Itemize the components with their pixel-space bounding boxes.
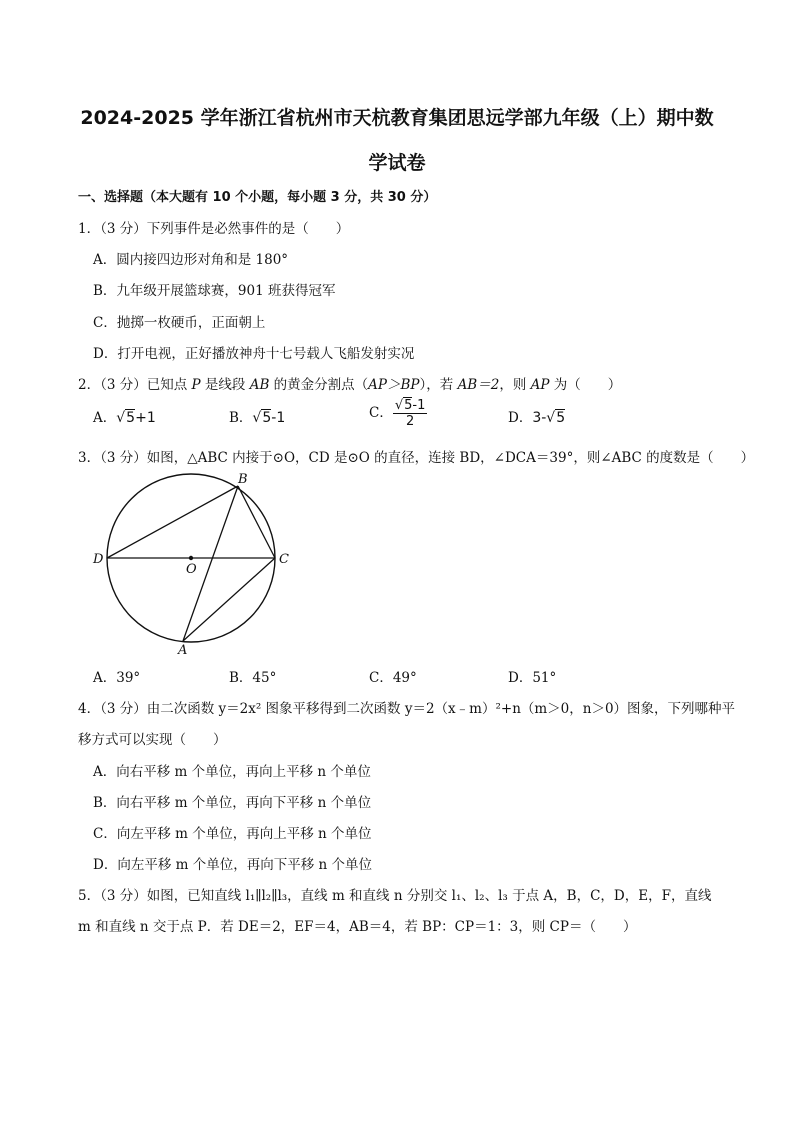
q5-stem-line-1: 5．（3 分）如图，已知直线 l₁∥l₂∥l₃，直线 m 和直线 n 分别交 l₁、l₂、l₃ 于点 A，B，C，D，E，F，直线: [78, 888, 712, 904]
q3-option-a: A．39°: [93, 670, 141, 686]
q1-stem: 1．（3 分）下列事件是必然事件的是（ ）: [78, 221, 350, 237]
q2-option-a: A．√5+1: [93, 410, 156, 426]
label-a: A: [178, 643, 188, 658]
segment-bc: [238, 486, 275, 558]
section-heading: 一、选择题（本大题有 10 个小题，每小题 3 分，共 30 分）: [78, 190, 437, 205]
q1-option-a: A．圆内接四边形对角和是 180°: [93, 252, 289, 268]
title-line-2: 学试卷: [368, 152, 426, 174]
title-line-1: 2024-2025 学年浙江省杭州市天杭教育集团思远学部九年级（上）期中数: [80, 107, 714, 129]
q4-option-d: D．向左平移 m 个单位，再向下平移 n 个单位: [93, 857, 372, 873]
q3-option-c: C．49°: [369, 670, 417, 686]
q4-option-a: A．向右平移 m 个单位，再向上平移 n 个单位: [93, 764, 371, 780]
label-b: B: [238, 472, 248, 487]
label-o: O: [186, 562, 197, 577]
q3-circle-diagram: [90, 468, 300, 658]
q2-stem: 2．（3 分）已知点 P 是线段 AB 的黄金分割点（AP＞BP），若 AB＝2，则 AP 为（ ）: [78, 377, 622, 393]
q4-option-b: B．向右平移 m 个单位，再向下平移 n 个单位: [93, 795, 372, 811]
q2-option-d: D．3-√5: [508, 410, 566, 426]
q5-stem-line-2: m 和直线 n 交于点 P．若 DE＝2，EF＝4，AB＝4，若 BP：CP＝1：3，则 CP＝（ ）: [78, 919, 637, 935]
q3-option-d: D．51°: [508, 670, 557, 686]
q2-option-c: C． $\frac{√5-1}{2}$: [369, 398, 426, 429]
center-point: [189, 556, 193, 560]
segment-db: [107, 486, 238, 558]
label-d: D: [93, 552, 104, 567]
q4-option-c: C．向左平移 m 个单位，再向上平移 n 个单位: [93, 826, 372, 842]
q1-option-c: C．抛掷一枚硬币，正面朝上: [93, 315, 266, 331]
q1-option-d: D．打开电视，正好播放神舟十七号载人飞船发射实况: [93, 346, 415, 362]
q4-stem-line-1: 4．（3 分）由二次函数 y＝2x² 图象平移得到二次函数 y＝2（x﹣m）²+n（m＞0，n＞0）图象，下列哪种平: [78, 701, 736, 717]
q4-stem-line-2: 移方式可以实现（ ）: [78, 732, 227, 748]
q3-option-b: B．45°: [229, 670, 277, 686]
label-c: C: [279, 552, 289, 567]
q3-stem: 3．（3 分）如图，△ABC 内接于⊙O，CD 是⊙O 的直径，连接 BD，∠DCA＝39°，则∠ABC 的度数是（ ）: [78, 450, 755, 466]
q1-option-b: B．九年级开展篮球赛，901 班获得冠军: [93, 283, 336, 299]
segment-ac: [183, 558, 275, 641]
q2-option-b: B．√5-1: [229, 410, 286, 426]
